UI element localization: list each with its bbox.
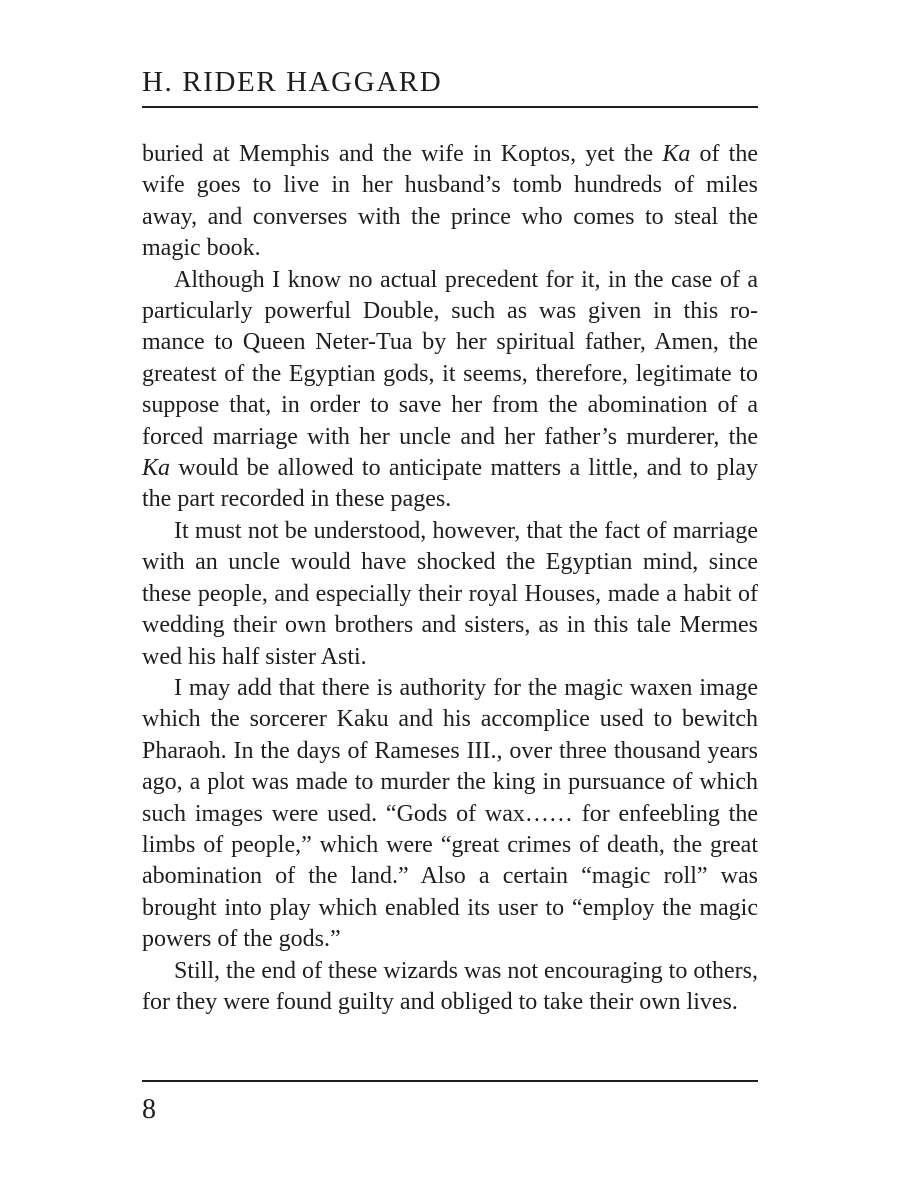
italic-term-ka: Ka	[142, 455, 171, 482]
paragraph-3: It must not be understood, however, that the fact of marriage with an uncle would have shocked the Egyptian mind, since these people, and especially their royal Houses, made a habit of wedding their own brothers and sisters, as in this tale Mermes wed his half sister Asti.	[142, 517, 758, 670]
paragraph-1-text: buried at Memphis and the wife in Koptos, yet the	[142, 141, 663, 167]
paragraph-2-text-continued: would be allowed to anticipate matters a little, and to play the part recorded in these pages.	[142, 455, 758, 513]
body-text	[142, 139, 758, 1018]
italic-term-ka: Ka	[662, 141, 691, 167]
paragraph-2-text: Although I know no actual precedent for it, in the case of a particularly powerful Double, such as was given in this romance to Queen Neter-Tua by her spiritual father, Amen, the greatest of the Egyptian gods, it seems, therefore, legitimate to suppose that, in order to save her from the abomination of a forced marriage with her uncle and her father’s murderer, the	[142, 266, 758, 450]
running-header	[142, 62, 758, 108]
paragraph-4: I may add that there is authority for the magic waxen image which the sorcerer Kaku and his accomplice used to bewitch Pharaoh. In the days of Rameses III., over three thousand years ago, a plot was made to murder the king in pursuance of which such images were used. “Gods of wax…… for enfeebling the limbs of people,” which were “great crimes of death, the great abomination of the land.” Also a certain “magic roll” was brought into play which enabled its user to “employ the magic powers of the gods.”	[142, 674, 758, 953]
page-number: 8	[142, 1094, 156, 1125]
paragraph-1-text-continued: of the wife goes to live in her husband’s tomb hundreds of miles away, and converses with the prince who comes to steal the magic book.	[142, 141, 758, 262]
running-header-title: H. RIDER HAGGARD	[142, 66, 443, 98]
paragraph-1	[142, 139, 758, 265]
paragraph-2	[142, 265, 758, 516]
paragraph-5: Still, the end of these wizards was not encouraging to others, for they were found guilty and obliged to take their own lives.	[142, 957, 758, 1015]
footer-rule	[142, 1080, 758, 1082]
